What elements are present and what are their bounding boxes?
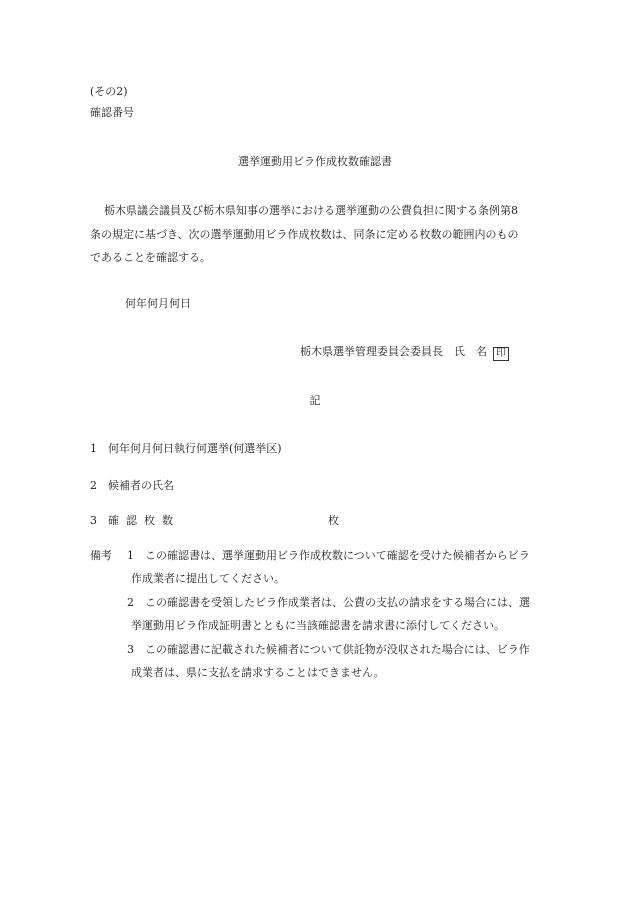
note-line-2: 成業者は、県に支払を請求することはできません。 bbox=[131, 666, 385, 679]
intro-line-3: であることを確認する。 bbox=[90, 251, 211, 264]
list-item bbox=[90, 443, 282, 454]
signer-text: 栃木県選挙管理委員会委員長 氏 名 bbox=[300, 345, 487, 358]
list-item bbox=[90, 514, 339, 527]
document-title: 選挙運動用ビラ作成枚数確認書 bbox=[238, 155, 392, 168]
note-line-1: この確認書に記載された候補者について供託物が没収された場合には、ビラ作 bbox=[145, 643, 530, 656]
ki-heading: 記 bbox=[309, 394, 321, 407]
intro-line-1: 栃木県議会議員及び栃木県知事の選挙における選挙運動の公費負担に関する条例第8 bbox=[104, 204, 518, 217]
date-placeholder: 何年何月何日 bbox=[125, 297, 191, 310]
item-text: 候補者の氏名 bbox=[108, 479, 174, 492]
note-line-1: この確認書を受領したビラ作成業者は、公費の支払の請求をする場合には、選 bbox=[145, 596, 530, 609]
item-text: 何年何月何日執行何選挙(何選挙区) bbox=[108, 442, 282, 455]
signer-line bbox=[300, 346, 509, 361]
item-number: 2 bbox=[90, 479, 97, 492]
form-number: (その2) bbox=[90, 85, 128, 98]
remark-note-3 bbox=[127, 644, 530, 655]
list-item bbox=[90, 480, 174, 491]
item-text: 確認枚数 bbox=[108, 514, 180, 527]
note-number: 2 bbox=[127, 596, 134, 609]
note-line-2: 作成業者に提出してください。 bbox=[131, 572, 285, 585]
item-number: 3 bbox=[90, 514, 97, 527]
remarks-label: 備考 bbox=[90, 549, 112, 562]
remark-note-2 bbox=[127, 597, 530, 608]
intro-line-2: 条の規定に基づき、次の選挙運動用ビラ作成枚数は、同条に定める枚数の範囲内のもの bbox=[90, 228, 519, 241]
note-line-1: この確認書は、選挙運動用ビラ作成枚数について確認を受けた候補者からビラ bbox=[145, 549, 530, 562]
item-number: 1 bbox=[90, 442, 97, 455]
item-unit: 枚 bbox=[328, 514, 339, 527]
note-line-2: 挙運動用ビラ作成証明書とともに当該確認書を請求書に添付してください。 bbox=[131, 619, 505, 632]
note-number: 1 bbox=[127, 549, 134, 562]
note-number: 3 bbox=[127, 643, 134, 656]
confirmation-number-label: 確認番号 bbox=[90, 106, 134, 119]
remark-note-1 bbox=[127, 550, 530, 561]
seal-mark: 印 bbox=[493, 347, 509, 361]
